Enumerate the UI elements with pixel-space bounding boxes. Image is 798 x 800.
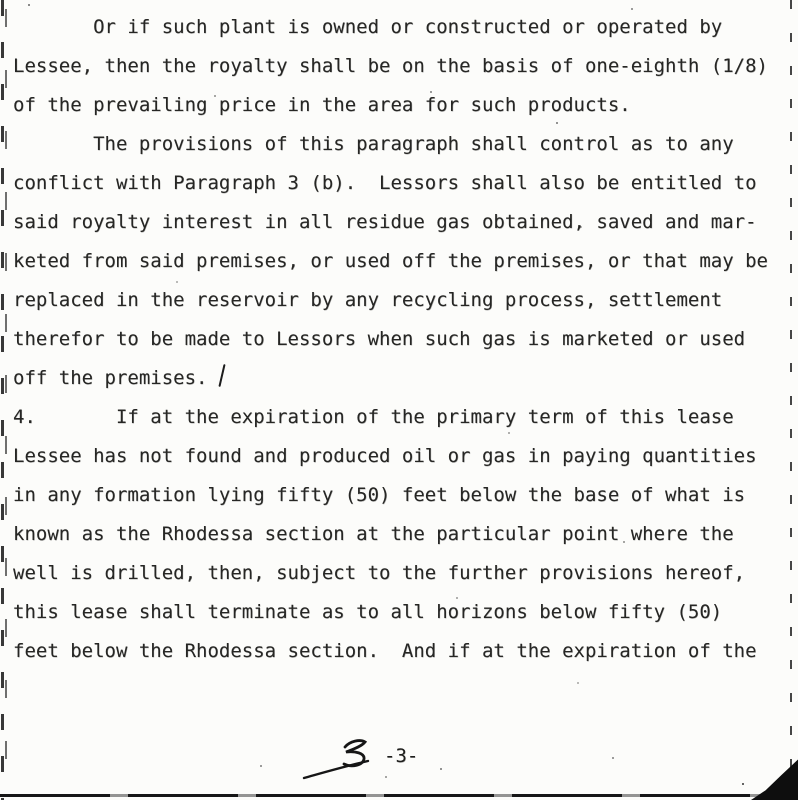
text-line: Or if such plant is owned or constructed or operated by bbox=[13, 16, 723, 38]
text-line: known as the Rhodessa section at the particular point where the bbox=[13, 523, 734, 545]
text-line: feet below the Rhodessa section. And if at the expiration of the bbox=[13, 640, 757, 662]
text-line: conflict with Paragraph 3 (b). Lessors shall also be entitled to bbox=[13, 172, 757, 194]
text-line: this lease shall terminate as to all horizons below fifty (50) bbox=[13, 601, 723, 623]
text-line: therefor to be made to Lessors when such gas is marketed or used bbox=[13, 328, 746, 350]
text-line: replaced in the reservoir by any recycling process, settlement bbox=[13, 289, 723, 311]
text-line: keted from said premises, or used off the premises, or that may be bbox=[13, 250, 768, 272]
text-line: 4. If at the expiration of the primary term of this lease bbox=[13, 406, 734, 428]
scan-bottom-edge-line bbox=[0, 794, 798, 797]
text-line: well is drilled, then, subject to the further provisions hereof, bbox=[13, 562, 746, 584]
document-body bbox=[13, 8, 795, 671]
scan-edge-right-marks bbox=[790, 0, 792, 800]
text-line: of the prevailing price in the area for such products. bbox=[13, 94, 631, 116]
text-line: off the premises. bbox=[13, 367, 208, 389]
text-line: in any formation lying fifty (50) feet below the base of what is bbox=[13, 484, 746, 506]
text-line: said royalty interest in all residue gas obtained, saved and mar- bbox=[13, 211, 757, 233]
text-line: Lessee, then the royalty shall be on the basis of one-eighth (1/8) bbox=[13, 55, 768, 77]
scan-noise-specks bbox=[0, 0, 2, 2]
scan-edge-left-marks bbox=[1, 0, 4, 800]
text-line: The provisions of this paragraph shall control as to any bbox=[13, 133, 734, 155]
page-number: -3- bbox=[384, 745, 419, 767]
text-line: Lessee has not found and produced oil or gas in paying quantities bbox=[13, 445, 757, 467]
scan-edge-left-marks-secondary bbox=[5, 0, 7, 800]
